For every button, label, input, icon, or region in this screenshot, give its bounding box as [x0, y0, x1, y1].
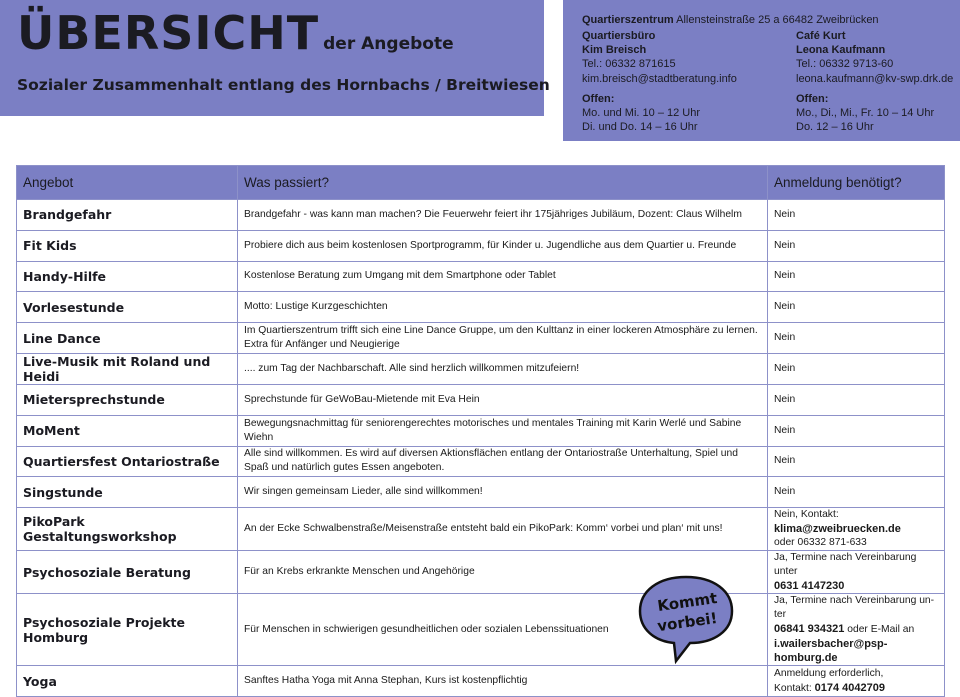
column-header-registration: Anmeldung benötigt?	[768, 166, 945, 200]
table-row	[17, 323, 945, 354]
offer-registration: Nein	[768, 292, 945, 323]
offer-name: Psychosoziale Beratung	[17, 551, 238, 594]
offer-description: Für an Krebs erkrankte Menschen und Angehörige	[238, 551, 768, 594]
contact-email[interactable]: klima@zweibruecken.de	[774, 523, 901, 536]
offer-description: Kostenlose Beratung zum Umgang mit dem Smartphone oder Tablet	[238, 261, 768, 292]
offer-registration: Ja, Termine nach Vereinbarung unter 0631 4147230	[768, 551, 945, 594]
offer-registration: Nein	[768, 477, 945, 508]
offer-name: Fit Kids	[17, 230, 238, 261]
table-row	[17, 353, 945, 384]
table-row	[17, 415, 945, 446]
table-row	[17, 477, 945, 508]
title-main: ÜBERSICHT	[17, 6, 320, 60]
title-suffix: der Angebote	[323, 34, 454, 54]
offer-description: Probiere dich aus beim kostenlosen Sportprogramm, für Kinder u. Jugendliche aus dem Quartier u. Freunde	[238, 230, 768, 261]
contact-phone[interactable]: 0174 4042709	[814, 681, 886, 694]
offer-name: Yoga	[17, 666, 238, 697]
table-header-row	[17, 166, 945, 200]
offers-table	[16, 165, 945, 697]
offer-registration: Nein	[768, 415, 945, 446]
cafe-hours-1: Mo., Di., Mi., Fr. 10 – 14 Uhr	[796, 107, 935, 120]
page-title	[17, 6, 454, 60]
header-banner	[0, 0, 550, 116]
offer-description: Für Menschen in schwierigen gesundheitlichen oder sozialen Lebenssituationen	[238, 594, 768, 666]
column-header-what: Was passiert?	[238, 166, 768, 200]
offer-registration: Nein	[768, 384, 945, 415]
kommt-vorbei-speech-bubble	[636, 573, 736, 665]
offer-description: Bewegungsnachmittag für seniorengerechtes motorisches und mentales Training mit Karin Werlé und Sabine Wiehn	[238, 415, 768, 446]
offer-registration: Nein	[768, 353, 945, 384]
office-email[interactable]: kim.breisch@stadtberatung.info	[582, 72, 737, 85]
offer-description: Im Quartierszentrum trifft sich eine Line Dance Gruppe, um den Kulttanz in einer lockeren Atmosphäre zu lernen. Extra für Anfänger und Neugierige	[238, 323, 768, 354]
office-phone: 06332 871615	[605, 58, 676, 71]
offer-registration: Nein, Kontakt: klima@zweibruecken.de oder 06332 871-633	[768, 508, 945, 551]
offer-name: Psychosoziale Projekte Homburg	[17, 594, 238, 666]
offer-registration: Nein	[768, 200, 945, 231]
office-person: Kim Breisch	[582, 44, 647, 57]
table-row	[17, 292, 945, 323]
contact-phone[interactable]: 0631 4147230	[774, 580, 845, 593]
offer-description: Brandgefahr - was kann man machen? Die Feuerwehr feiert ihr 175jähriges Jubiläum, Dozent: Claus Wilhelm	[238, 200, 768, 231]
offer-name: MoMent	[17, 415, 238, 446]
offer-registration: Nein	[768, 230, 945, 261]
office-title: Quartiersbüro	[582, 30, 656, 42]
office-hours-label: Offen:	[582, 92, 615, 105]
cafe-phone-line: Tel.: 06332 9713-60	[796, 58, 894, 71]
cafe-contact	[796, 29, 953, 134]
offer-name: Mietersprechstunde	[17, 384, 238, 415]
office-hours-1: Mo. und Mi. 10 – 12 Uhr	[582, 107, 701, 120]
cafe-person: Leona Kaufmann	[796, 44, 886, 57]
offer-name: Singstunde	[17, 477, 238, 508]
offer-description: Sanftes Hatha Yoga mit Anna Stephan, Kurs ist kostenpflichtig	[238, 666, 768, 697]
offer-name: Handy-Hilfe	[17, 261, 238, 292]
offer-name: Brandgefahr	[17, 200, 238, 231]
center-label: Quartierszentrum	[582, 14, 674, 26]
offer-description: An der Ecke Schwalbenstraße/Meisenstraße entsteht bald ein PikoPark: Komm‘ vorbei und plan‘ mit uns!	[238, 508, 768, 551]
offer-registration: Anmeldung erforderlich, Kontakt: 0174 4042709	[768, 666, 945, 697]
cafe-phone: 06332 9713-60	[819, 58, 894, 71]
bubble-text-line1: Kommt	[656, 588, 719, 616]
offer-name: Vorlesestunde	[17, 292, 238, 323]
cafe-title: Café Kurt	[796, 30, 846, 42]
cafe-hours-2: Do. 12 – 16 Uhr	[796, 121, 874, 134]
offer-registration: Nein	[768, 261, 945, 292]
table-row	[17, 200, 945, 231]
offer-description: Alle sind willkommen. Es wird auf diversen Aktionsflächen entlang der Ontariostraße Unterhaltung, Spiel und Spaß und natürlich gutes Essen angeboten.	[238, 446, 768, 477]
contact-email[interactable]: i.wailersbacher@psp-homburg.de	[774, 638, 888, 665]
office-contact	[582, 29, 737, 134]
page-subtitle: Sozialer Zusammenhalt entlang des Hornbachs / Breitwiesen	[17, 76, 550, 94]
office-hours-2: Di. und Do. 14 – 16 Uhr	[582, 121, 698, 134]
cafe-email[interactable]: leona.kaufmann@kv-swp.drk.de	[796, 72, 954, 85]
table-row	[17, 594, 945, 666]
offer-description: Wir singen gemeinsam Lieder, alle sind willkommen!	[238, 477, 768, 508]
contact-info-box	[563, 0, 960, 141]
cafe-hours-label: Offen:	[796, 92, 829, 105]
table-row	[17, 384, 945, 415]
table-row	[17, 551, 945, 594]
office-phone-line: Tel.: 06332 871615	[582, 58, 676, 71]
offer-name: PikoPark Gestaltungsworkshop	[17, 508, 238, 551]
bubble-text-line2: vorbei!	[656, 608, 719, 636]
contact-phone[interactable]: 06841 934321	[774, 623, 845, 636]
center-address-line	[582, 13, 879, 27]
table-row	[17, 261, 945, 292]
offer-registration: Ja, Termine nach Vereinbarung un-ter 06841 934321 oder E-Mail an i.wailersbacher@psp-homburg.de	[768, 594, 945, 666]
table-row	[17, 508, 945, 551]
offer-name: Live-Musik mit Roland und Heidi	[17, 353, 238, 384]
table-row	[17, 446, 945, 477]
offer-registration: Nein	[768, 323, 945, 354]
offer-registration: Nein	[768, 446, 945, 477]
offer-description: .... zum Tag der Nachbarschaft. Alle sind herzlich willkommen mitzufeiern!	[238, 353, 768, 384]
offer-description: Sprechstunde für GeWoBau-Mietende mit Eva Hein	[238, 384, 768, 415]
offer-description: Motto: Lustige Kurzgeschichten	[238, 292, 768, 323]
offer-name: Line Dance	[17, 323, 238, 354]
table-row	[17, 666, 945, 697]
table-row	[17, 230, 945, 261]
center-address: Allensteinstraße 25 a 66482 Zweibrücken	[676, 14, 879, 26]
offer-name: Quartiersfest Ontariostraße	[17, 446, 238, 477]
column-header-offer: Angebot	[17, 166, 238, 200]
